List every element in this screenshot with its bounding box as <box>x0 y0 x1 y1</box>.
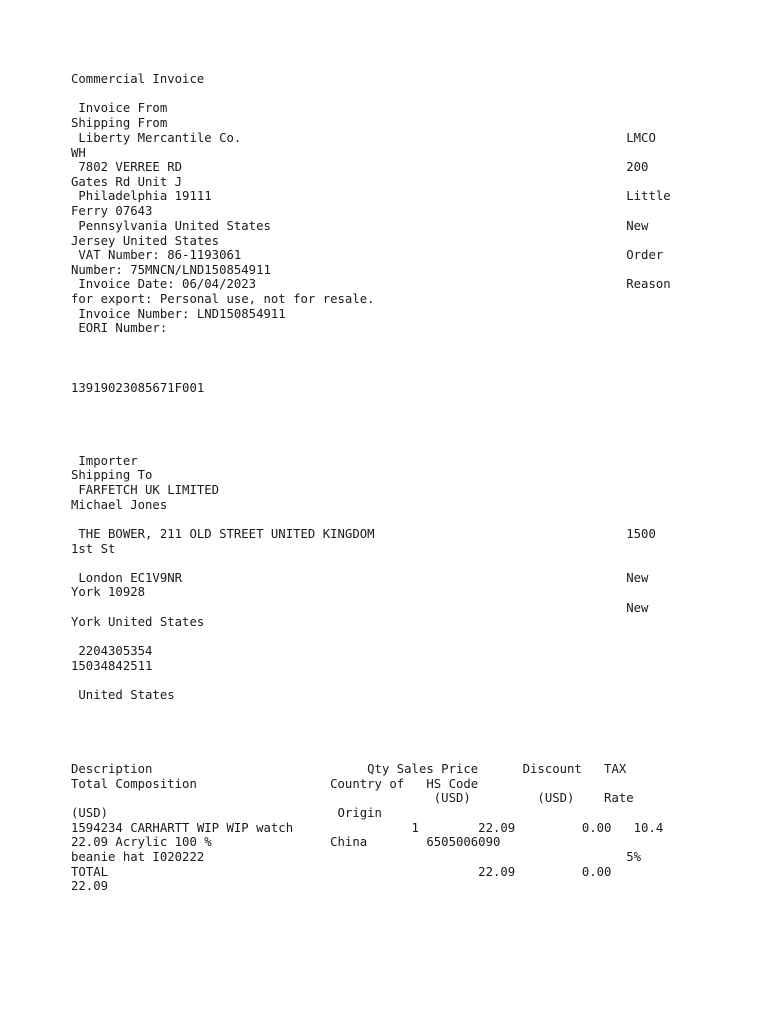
seller-street-line: 7802 VERREE RD 200 <box>71 160 649 174</box>
importer-name: FARFETCH UK LIMITED <box>71 483 220 497</box>
seller-name-line: Liberty Mercantile Co. LMCO <box>71 131 656 145</box>
seller-city-line: Philadelphia 19111 Little <box>71 189 671 203</box>
invoice-date-line: Invoice Date: 06/04/2023 Reason <box>71 277 671 291</box>
table-header-row-2: Total Composition Country of HS Code <box>71 777 479 791</box>
shipping-to-label: Shipping To <box>71 468 153 482</box>
recipient-state-line: New <box>71 601 649 615</box>
line-item-row-1: 1594234 CARHARTT WIP WIP watch 1 22.09 0.00 10.4 <box>71 821 664 835</box>
invoice-title: Commercial Invoice <box>71 72 205 86</box>
export-reason-line: for export: Personal use, not for resale. <box>71 292 375 306</box>
seller-state-line: Pennsylvania United States New <box>71 219 649 233</box>
order-number-line: Number: 75MNCN/LND150854911 <box>71 263 271 277</box>
total-row: TOTAL 22.09 0.00 <box>71 865 612 879</box>
eori-number-value: 13919023085671F001 <box>71 381 205 395</box>
shipping-city-line: Ferry 07643 <box>71 204 153 218</box>
importer-phone: 2204305354 <box>71 644 153 658</box>
recipient-country: United States <box>71 688 175 702</box>
line-item-row-3: beanie hat I020222 5% <box>71 850 642 864</box>
eori-number-label: EORI Number: <box>71 321 168 335</box>
vat-number-line: VAT Number: 86-1193061 Order <box>71 248 664 262</box>
importer-label: Importer <box>71 454 138 468</box>
table-header-row-3: (USD) (USD) Rate <box>71 791 634 805</box>
warehouse-line: WH <box>71 146 86 160</box>
shipping-state-line: Jersey United States <box>71 234 220 248</box>
line-item-row-2: 22.09 Acrylic 100 % China 6505006090 <box>71 835 501 849</box>
recipient-street-line: 1st St <box>71 542 116 556</box>
recipient-name: Michael Jones <box>71 498 168 512</box>
importer-city-line: London EC1V9NR New <box>71 571 649 585</box>
recipient-phone: 15034842511 <box>71 659 153 673</box>
shipping-from-label: Shipping From <box>71 116 168 130</box>
invoice-from-label: Invoice From <box>71 101 168 115</box>
invoice-number-line: Invoice Number: LND150854911 <box>71 307 286 321</box>
importer-street-line: THE BOWER, 211 OLD STREET UNITED KINGDOM 1500 <box>71 527 656 541</box>
recipient-country-line: York United States <box>71 615 205 629</box>
table-header-row-1: Description Qty Sales Price Discount TAX <box>71 762 627 776</box>
total-value-row: 22.09 <box>71 879 109 893</box>
table-header-row-4: (USD) Origin <box>71 806 382 820</box>
shipping-street-line: Gates Rd Unit J <box>71 175 183 189</box>
recipient-city-line: York 10928 <box>71 585 146 599</box>
